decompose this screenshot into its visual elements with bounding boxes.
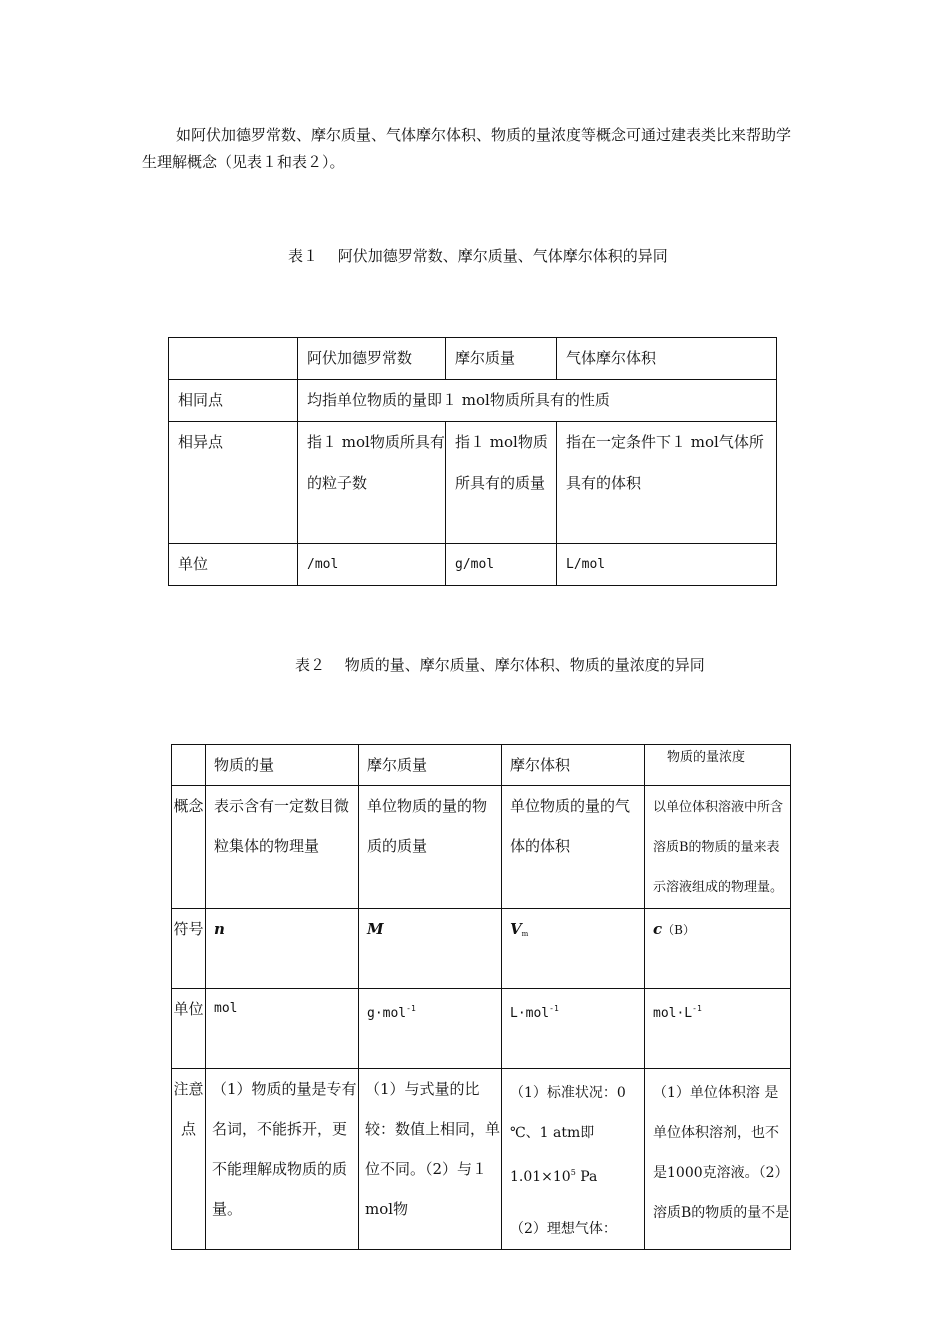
table2-caption: 表２ 物质的量、摩尔质量、摩尔体积、物质的量浓度的异同 — [295, 656, 705, 674]
symbol-V: V — [510, 920, 522, 938]
unit-concentration-exp: -1 — [692, 1004, 702, 1013]
table2-unit-amount: mol — [206, 989, 359, 1069]
intro-paragraph: 如阿伏加德罗常数、摩尔质量、气体摩尔体积、物质的量浓度等概念可通过建表类比来帮助学生理解概念（见表１和表２）。 — [142, 126, 792, 171]
table1-header-avogadro: 阿伏加德罗常数 — [298, 338, 446, 380]
table1-header-molar-mass: 摩尔质量 — [446, 338, 557, 380]
table2-concept-amount: 表示含有一定数目微粒集体的物理量 — [206, 786, 359, 909]
table2-header-molar-mass: 摩尔质量 — [359, 745, 502, 786]
table2-note-concentration: （1）单位体积溶 是单位体积溶剂，也不是1000克溶液。（2）溶质B的物质的量不是 — [645, 1069, 791, 1250]
unit-molar-volume-base: L·mol — [510, 1006, 550, 1021]
table2-concept-concentration: 以单位体积溶液中所含溶质B的物质的量来表示溶液组成的物理量。 — [645, 786, 791, 909]
unit-concentration-base: mol·L — [653, 1006, 693, 1021]
symbol-n: n — [214, 920, 225, 938]
unit-molar-mass-exp: -1 — [406, 1004, 416, 1013]
table2-note-row — [172, 1069, 791, 1250]
table2-concept-row — [172, 786, 791, 909]
table2-symbol-amount — [206, 909, 359, 989]
table2-corner-cell — [172, 745, 206, 786]
table1-diff-row — [169, 422, 777, 544]
table2 — [171, 744, 791, 1250]
table1-header-molar-volume: 气体摩尔体积 — [557, 338, 777, 380]
note3-text: （1）标准状况：0 ℃、1 atm即1.01×10 — [510, 1085, 626, 1185]
symbol-c: c — [653, 920, 663, 938]
note3-exp: 5 — [570, 1168, 576, 1177]
symbol-V-subscript: m — [521, 930, 529, 938]
table1-same-row — [169, 380, 777, 422]
table2-symbol-molar-mass — [359, 909, 502, 989]
table2-symbol-concentration — [645, 909, 791, 989]
table1 — [168, 337, 777, 586]
table1-header-row — [169, 338, 777, 380]
table2-unit-concentration — [645, 989, 791, 1069]
note3-unit: Pa — [575, 1169, 598, 1185]
table2-concept-molar-volume: 单位物质的量的气体的体积 — [502, 786, 645, 909]
table1-unit-row — [169, 544, 777, 586]
table2-unit-molar-volume — [502, 989, 645, 1069]
table1-caption: 表１ 阿伏加德罗常数、摩尔质量、气体摩尔体积的异同 — [288, 247, 668, 265]
table2-note-label: 注意点 — [172, 1069, 206, 1250]
table2-unit-row — [172, 989, 791, 1069]
table2-note-amount: （1）物质的量是专有名词，不能拆开，更不能理解成物质的质量。 — [206, 1069, 359, 1250]
symbol-c-suffix: （B） — [662, 923, 695, 937]
table2-unit-molar-mass — [359, 989, 502, 1069]
table2-unit-label: 单位 — [172, 989, 206, 1069]
table1-unit-avogadro: /mol — [298, 544, 446, 586]
table2-note-molar-volume — [502, 1069, 645, 1250]
table1-unit-molar-volume: L/mol — [557, 544, 777, 586]
table2-header-amount: 物质的量 — [206, 745, 359, 786]
table2-concept-label: 概念 — [172, 786, 206, 909]
table2-symbol-row — [172, 909, 791, 989]
table2-header-row — [172, 745, 791, 786]
table1-diff-molar-volume: 指在一定条件下１ mol气体所具有的体积 — [557, 422, 777, 544]
table2-symbol-label: 符号 — [172, 909, 206, 989]
table2-header-molar-volume: 摩尔体积 — [502, 745, 645, 786]
table1-diff-molar-mass: 指１ mol物质所具有的质量 — [446, 422, 557, 544]
symbol-M: M — [367, 920, 384, 938]
table1-diff-avogadro: 指１ mol物质所具有的粒子数 — [298, 422, 446, 544]
unit-molar-volume-exp: -1 — [549, 1004, 559, 1013]
table1-same-text: 均指单位物质的量即１ mol物质所具有的性质 — [298, 380, 777, 422]
table1-same-label: 相同点 — [169, 380, 298, 422]
note3-line2: （2）理想气体： — [510, 1221, 617, 1237]
table2-concept-molar-mass: 单位物质的量的物质的质量 — [359, 786, 502, 909]
table1-corner-cell — [169, 338, 298, 380]
unit-molar-mass-base: g·mol — [367, 1006, 407, 1021]
table1-diff-label: 相异点 — [169, 422, 298, 544]
table2-note-molar-mass: （1）与式量的比较：数值上相同，单位不同。（2）与１ mol物 — [359, 1069, 502, 1250]
table2-symbol-molar-volume — [502, 909, 645, 989]
table1-unit-label: 单位 — [169, 544, 298, 586]
table2-header-concentration: 物质的量浓度 — [645, 745, 791, 786]
table1-unit-molar-mass: g/mol — [446, 544, 557, 586]
